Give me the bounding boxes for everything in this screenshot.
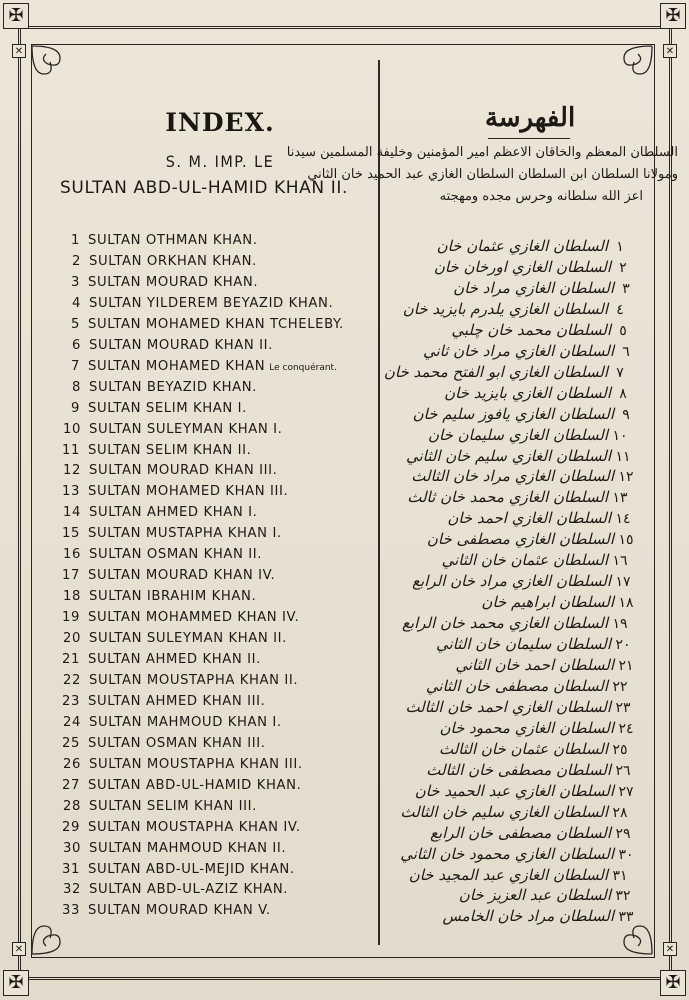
sultan-number: 18 bbox=[63, 589, 81, 605]
sultan-list-item bbox=[54, 275, 258, 293]
sultan-number: 6 bbox=[72, 337, 81, 353]
arabic-sultan-name: السلطان الغازي احمد خان الثالث bbox=[405, 697, 611, 716]
arabic-sultan-item bbox=[410, 551, 632, 571]
arabic-sultan-number: ٢٣ bbox=[615, 699, 631, 716]
sultan-number: 20 bbox=[63, 631, 81, 647]
arabic-sultan-name: السلطان الغازي سليم خان الثالث bbox=[400, 802, 608, 821]
sultan-list-item bbox=[55, 463, 277, 481]
arabic-sultan-name: السلطان مصطفى خان الثاني bbox=[425, 676, 608, 695]
sultan-number: 12 bbox=[63, 463, 81, 479]
arabic-sultan-name: السلطان الغازي محمود خان bbox=[439, 718, 614, 737]
arabic-sultan-number: ٣١ bbox=[612, 867, 628, 884]
sultan-list-item bbox=[54, 610, 299, 628]
arabic-sultan-number: ٧ bbox=[616, 364, 624, 381]
sultan-name: SULTAN MUSTAPHA KHAN I. bbox=[88, 526, 282, 542]
sultan-list-item bbox=[55, 547, 262, 565]
sultan-number: 17 bbox=[62, 568, 80, 584]
arabic-sultan-name: السلطان مراد خان الخامس bbox=[442, 907, 614, 926]
sultan-name: SULTAN MOURAD KHAN III. bbox=[89, 463, 278, 479]
arabic-sultan-item bbox=[400, 802, 632, 823]
arabic-sultan-name: السلطان احمد خان الثاني bbox=[455, 656, 614, 674]
sultan-name: SULTAN MOURAD KHAN. bbox=[88, 274, 259, 290]
sultan-number: 5 bbox=[71, 316, 80, 332]
sultan-list-item bbox=[55, 296, 333, 314]
arabic-sultan-item bbox=[410, 426, 632, 446]
arabic-sultan-item bbox=[416, 279, 638, 299]
sultan-number: 23 bbox=[62, 693, 80, 709]
arabic-sultan-item bbox=[407, 488, 632, 508]
sultan-number: 16 bbox=[63, 547, 81, 563]
arabic-heading-line2: ومولانا السلطان ابن السلطان السلطان الغازي عبد الحميد خان الثاني bbox=[307, 167, 678, 182]
arabic-sultan-number: ١٩ bbox=[612, 616, 628, 633]
arabic-sultan-item bbox=[413, 509, 635, 529]
arabic-sultan-name: السلطان سليمان خان الثاني bbox=[436, 635, 611, 654]
sultan-number: 27 bbox=[62, 777, 80, 793]
arabic-sultan-number: ٥ bbox=[619, 322, 627, 339]
arabic-sultan-item bbox=[410, 866, 632, 886]
sultan-number: 33 bbox=[62, 903, 80, 919]
sultan-list-item bbox=[54, 317, 344, 335]
sultan-name: SULTAN IBRAHIM KHAN. bbox=[89, 589, 257, 605]
sultan-list-item bbox=[54, 526, 282, 544]
sultan-number: 21 bbox=[62, 652, 80, 667]
arabic-sultan-number: ٢٦ bbox=[615, 762, 631, 779]
sultan-name: SULTAN SELIM KHAN III. bbox=[89, 798, 257, 814]
sultan-list-item bbox=[55, 254, 257, 272]
sultan-name: SULTAN SULEYMAN KHAN II. bbox=[89, 631, 287, 647]
index-subtitle-line2: SULTAN ABD-UL-HAMID KHAN II. bbox=[60, 178, 348, 198]
sultan-number: 9 bbox=[71, 400, 80, 416]
arabic-sultan-number: ١ bbox=[616, 239, 624, 255]
arabic-sultan-item bbox=[416, 907, 638, 927]
arabic-heading-line3: اعز الله سلطانه وحرس مجده ومهجته bbox=[439, 189, 643, 204]
sultan-name: SULTAN ABD-UL-HAMID KHAN. bbox=[88, 777, 302, 793]
arabic-sultan-item bbox=[413, 635, 635, 655]
arabic-sultan-name: السلطان عثمان خان الثالث bbox=[438, 739, 608, 758]
arabic-sultan-number: ١٢ bbox=[618, 469, 634, 486]
arabic-sultan-item bbox=[416, 719, 638, 739]
arabic-sultan-name: السلطان محمد خان چلبي bbox=[451, 320, 611, 339]
arabic-sultan-number: ٣٠ bbox=[618, 846, 634, 863]
arabic-sultan-number: ١٦ bbox=[612, 553, 628, 570]
sultan-number: 13 bbox=[62, 484, 80, 500]
sultan-list-item bbox=[54, 401, 247, 419]
sultan-number: 10 bbox=[63, 421, 81, 437]
sultan-name: SULTAN MOURAD KHAN II. bbox=[89, 337, 273, 353]
arabic-sultan-number: ٢٥ bbox=[612, 741, 628, 758]
arabic-sultan-number: ٣ bbox=[622, 280, 630, 297]
arabic-sultan-name: السلطان مصطفى خان الرابع bbox=[430, 823, 611, 842]
arabic-sultan-name: السلطان الغازي سليمان خان bbox=[428, 425, 608, 444]
arabic-sultan-name: السلطان الغازي يلدرم بايزيد خان bbox=[402, 299, 608, 318]
frame-ornament-icon: ✕ bbox=[663, 942, 677, 956]
arabic-sultan-number: ١١ bbox=[615, 448, 631, 465]
sultan-list-item bbox=[54, 568, 275, 586]
sultan-list-item bbox=[55, 841, 286, 859]
arabic-sultan-name: السلطان الغازي عثمان خان bbox=[436, 237, 608, 255]
arabic-sultan-name: السلطان الغازي مراد خان الرابع bbox=[412, 572, 611, 591]
sultan-number: 14 bbox=[63, 505, 81, 521]
arabic-sultan-item bbox=[416, 656, 638, 676]
arabic-sultan-item bbox=[413, 886, 635, 906]
sultan-name: SULTAN OSMAN KHAN II. bbox=[89, 547, 263, 563]
arabic-sultan-number: ٢٧ bbox=[618, 783, 634, 800]
sultan-number: 26 bbox=[63, 756, 81, 772]
arabic-sultan-number: ٢٤ bbox=[618, 720, 634, 737]
arabic-sultan-item bbox=[416, 782, 638, 802]
arabic-sultan-name: السلطان الغازي اورخان خان bbox=[433, 257, 611, 276]
sultan-list-item bbox=[54, 736, 266, 754]
sultan-number: 8 bbox=[72, 379, 81, 395]
index-title: INDEX. bbox=[165, 108, 275, 137]
sultan-name: SULTAN MAHMOUD KHAN II. bbox=[89, 840, 287, 856]
arabic-sultan-item bbox=[413, 824, 635, 844]
arabic-sultan-item bbox=[410, 237, 632, 257]
corner-ornament-icon: ✠ bbox=[660, 970, 686, 996]
sultan-name: SULTAN MOHAMED KHAN bbox=[88, 358, 266, 374]
arabic-sultan-number: ٢٨ bbox=[612, 804, 628, 821]
arabic-sultan-item bbox=[406, 446, 635, 467]
sultan-list-item bbox=[55, 757, 303, 775]
sultan-name: SULTAN MAHMOUD KHAN I. bbox=[89, 714, 282, 730]
sultan-name: SULTAN MOHAMED KHAN III. bbox=[88, 484, 289, 500]
arabic-sultan-item bbox=[401, 614, 632, 634]
sultan-list-item bbox=[55, 505, 257, 523]
arabic-sultan-number: ٤ bbox=[616, 301, 624, 318]
arabic-sultan-name: السلطان الغازي محمد خان ثالث bbox=[407, 488, 608, 507]
arabic-sultan-number: ٣٣ bbox=[618, 909, 634, 926]
sultan-list-item bbox=[54, 484, 288, 502]
arabic-sultan-number: ١٠ bbox=[612, 427, 628, 444]
arabic-sultan-number: ٢١ bbox=[618, 658, 634, 674]
sultan-list-item bbox=[55, 882, 288, 900]
arabic-sultan-name: السلطان الغازي مراد خان bbox=[453, 278, 614, 297]
arabic-heading-line1: السلطان المعظم والخاقان الاعظم امير المؤمنين وخليفة المسلمين سيدنا bbox=[286, 145, 678, 160]
arabic-sultan-item bbox=[410, 677, 632, 697]
index-subtitle-line1: S. M. IMP. LE bbox=[165, 152, 275, 171]
arabic-sultan-name: السلطان مصطفى خان الثالث bbox=[426, 760, 611, 779]
sultan-list-item bbox=[54, 694, 265, 712]
arabic-sultan-item bbox=[416, 593, 638, 613]
arabic-sultan-name: السلطان الغازي عبد الحميد خان bbox=[414, 781, 614, 800]
arabic-sultan-item bbox=[402, 299, 632, 320]
sultan-number: 2 bbox=[72, 253, 81, 269]
sultan-number: 24 bbox=[63, 714, 81, 730]
sultan-number: 1 bbox=[71, 233, 80, 248]
column-divider bbox=[378, 60, 380, 945]
sultan-number: 28 bbox=[63, 798, 81, 814]
arabic-sultan-number: ١٥ bbox=[618, 532, 634, 549]
arabic-sultan-number: ٢ bbox=[619, 259, 627, 276]
sultan-list-item bbox=[54, 820, 301, 838]
sultan-list-item bbox=[54, 903, 271, 921]
arabic-title: الفهرسة bbox=[484, 103, 576, 133]
sultan-number: 4 bbox=[72, 295, 81, 311]
sultan-list-item bbox=[55, 799, 257, 817]
arabic-sultan-item bbox=[416, 530, 638, 550]
arabic-sultan-item bbox=[413, 761, 635, 781]
arabic-sultan-item bbox=[416, 342, 638, 362]
arabic-sultan-number: ٢٩ bbox=[615, 825, 631, 842]
sultan-number: 22 bbox=[63, 672, 81, 688]
frame-ornament-icon: ✕ bbox=[12, 942, 26, 956]
arabic-sultan-item bbox=[405, 697, 635, 718]
arabic-sultan-name: السلطان الغازي بايزيد خان bbox=[444, 383, 611, 402]
frame-ornament-icon: ✕ bbox=[12, 44, 26, 58]
corner-ornament-icon: ✠ bbox=[3, 3, 29, 29]
arabic-sultan-name: السلطان الغازي سليم خان الثاني bbox=[406, 446, 611, 465]
sultan-name: SULTAN AHMED KHAN II. bbox=[88, 652, 261, 667]
arabic-sultan-item bbox=[413, 321, 635, 341]
arabic-sultan-name: السلطان الغازي محمد خان الرابع bbox=[401, 614, 608, 633]
sultan-name: SULTAN OTHMAN KHAN. bbox=[88, 233, 258, 248]
sultan-name: SULTAN BEYAZID KHAN. bbox=[89, 379, 258, 395]
arabic-sultan-name: السلطان الغازي عبد المجيد خان bbox=[408, 865, 608, 884]
sultan-name: SULTAN MOUSTAPHA KHAN IV. bbox=[88, 819, 301, 835]
sultan-name: SULTAN YILDEREM BEYAZID KHAN. bbox=[89, 295, 334, 311]
arabic-sultan-name: السلطان الغازي احمد خان bbox=[447, 509, 611, 528]
arabic-sultan-item bbox=[413, 572, 635, 592]
sultan-list-item bbox=[55, 338, 273, 356]
sultan-name: SULTAN SULEYMAN KHAN I. bbox=[89, 421, 283, 437]
sultan-name: SULTAN MOUSTAPHA KHAN II. bbox=[89, 672, 299, 688]
sultan-name: SULTAN AHMED KHAN III. bbox=[88, 693, 266, 709]
sultan-name: SULTAN MOHAMED KHAN TCHELEBY. bbox=[88, 316, 344, 332]
arabic-sultan-name: السلطان الغازي يافوز سليم خان bbox=[412, 404, 614, 423]
sultan-list-item bbox=[55, 631, 287, 649]
sultan-name: SULTAN ORKHAN KHAN. bbox=[89, 253, 257, 269]
arabic-sultan-name: السلطان الغازي ابو الفتح محمد خان bbox=[383, 362, 608, 381]
arabic-sultan-name: السلطان الغازي مصطفى خان bbox=[426, 530, 614, 549]
arabic-sultan-item bbox=[413, 258, 635, 278]
sultan-list-item bbox=[54, 862, 295, 880]
sultan-number: 7 bbox=[71, 358, 80, 374]
sultan-list-item bbox=[55, 380, 257, 398]
arabic-sultan-number: ١٣ bbox=[612, 490, 628, 507]
corner-ornament-icon: ✠ bbox=[660, 3, 686, 29]
sultan-number: 32 bbox=[63, 882, 81, 898]
sultan-list-item bbox=[54, 443, 251, 461]
arabic-sultan-name: السلطان الغازي محمود خان الثاني bbox=[400, 844, 614, 863]
sultan-number: 29 bbox=[62, 819, 80, 835]
arabic-sultan-number: ٢٠ bbox=[615, 637, 631, 654]
arabic-sultan-item bbox=[411, 467, 638, 487]
sultan-list-item bbox=[54, 652, 261, 670]
sultan-list-item bbox=[54, 359, 337, 377]
arabic-sultan-number: ١٤ bbox=[615, 511, 631, 528]
sultan-number: 30 bbox=[63, 840, 81, 856]
sultan-name: SULTAN MOURAD KHAN IV. bbox=[88, 568, 276, 584]
arabic-sultan-number: ٣٢ bbox=[615, 888, 631, 905]
sultan-number: 25 bbox=[62, 735, 80, 751]
arabic-sultan-name: السلطان الغازي مراد خان ثاني bbox=[422, 341, 614, 360]
sultan-name: SULTAN MOUSTAPHA KHAN III. bbox=[89, 756, 303, 772]
sultan-list-item bbox=[54, 778, 301, 796]
sultan-name: SULTAN MOURAD KHAN V. bbox=[88, 903, 271, 919]
sultan-list-item bbox=[55, 422, 282, 440]
sultan-number: 19 bbox=[62, 610, 80, 626]
sultan-list-item bbox=[55, 715, 282, 733]
sultan-number: 3 bbox=[71, 274, 80, 290]
sultan-name: SULTAN SELIM KHAN I. bbox=[88, 400, 247, 416]
arabic-sultan-item bbox=[410, 740, 632, 760]
sultan-list-item bbox=[55, 589, 256, 607]
arabic-sultan-name: السلطان الغازي مراد خان الثالث bbox=[411, 467, 614, 486]
sultan-note: Le conquérant. bbox=[269, 362, 337, 373]
sultan-name: SULTAN ABD-UL-AZIZ KHAN. bbox=[89, 882, 289, 898]
arabic-sultan-number: ٩ bbox=[622, 406, 630, 423]
arabic-sultan-item bbox=[400, 844, 638, 865]
arabic-sultan-name: السلطان عبد العزيز خان bbox=[458, 886, 611, 905]
arabic-sultan-item bbox=[412, 404, 638, 425]
frame-ornament-icon: ✕ bbox=[663, 44, 677, 58]
arabic-title-underline bbox=[488, 138, 570, 139]
sultan-name: SULTAN MOHAMMED KHAN IV. bbox=[88, 610, 300, 626]
sultan-list-item bbox=[54, 233, 258, 251]
arabic-sultan-name: السلطان عثمان خان الثاني bbox=[441, 551, 608, 570]
sultan-name: SULTAN SELIM KHAN II. bbox=[88, 442, 252, 458]
sultan-name: SULTAN AHMED KHAN I. bbox=[89, 505, 258, 521]
corner-ornament-icon: ✠ bbox=[3, 970, 29, 996]
sultan-name: SULTAN ABD-UL-MEJID KHAN. bbox=[88, 861, 295, 877]
arabic-sultan-number: ١٨ bbox=[618, 595, 634, 612]
sultan-number: 15 bbox=[62, 526, 80, 542]
arabic-sultan-item bbox=[413, 384, 635, 404]
arabic-sultan-item bbox=[383, 362, 632, 383]
arabic-sultan-name: السلطان ابراهيم خان bbox=[481, 593, 614, 612]
sultan-number: 11 bbox=[62, 442, 80, 458]
arabic-sultan-number: ٨ bbox=[619, 385, 627, 402]
arabic-sultan-number: ٢٢ bbox=[612, 678, 628, 695]
sultan-number: 31 bbox=[62, 861, 80, 877]
sultan-list-item bbox=[55, 673, 298, 691]
arabic-sultan-number: ١٧ bbox=[615, 574, 631, 591]
sultan-name: SULTAN OSMAN KHAN III. bbox=[88, 735, 266, 751]
arabic-sultan-number: ٦ bbox=[622, 343, 630, 360]
